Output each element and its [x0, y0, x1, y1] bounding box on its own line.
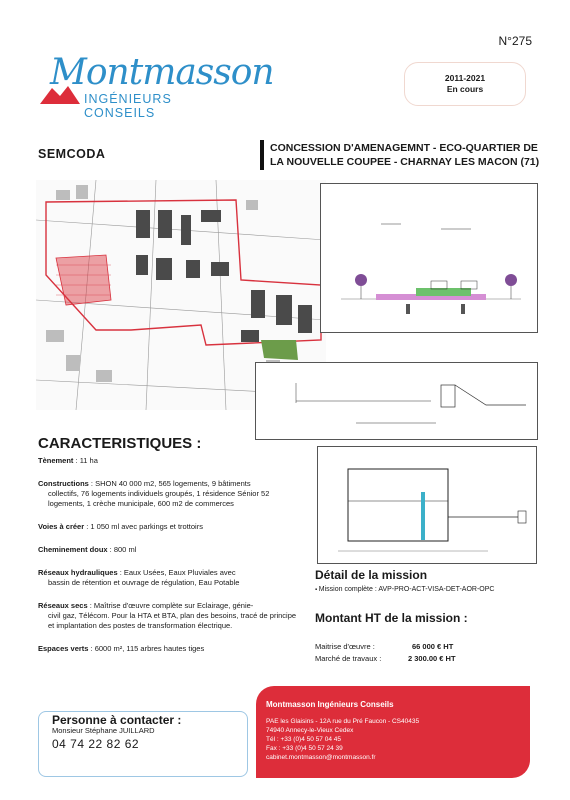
spec-item: Constructions : SHON 40 000 m2, 565 logements, 9 bâtiments collectifs, 76 logements individuels groupés, 1 résidence Sénior 52 logements, 1 crèche municipale, 600 m2 de commerces [38, 479, 270, 508]
logo-wordmark: Montmasson [50, 52, 274, 93]
period-years: 2011-2021 [444, 73, 486, 83]
fee-value: 2 300.00 € HT [408, 654, 456, 663]
characteristics-list [38, 456, 300, 667]
spec-item: Espaces verts : 6000 m², 115 arbres hautes tiges [38, 644, 205, 653]
company-tel[interactable]: Tél : +33 (0)4 50 57 04 45 [266, 736, 341, 743]
reference-number: N°275 [498, 34, 532, 48]
project-period [404, 62, 526, 106]
fee-label: Marché de travaux : [315, 654, 382, 663]
company-address: PAE les Glaisins - 12A rue du Pré Faucon - CS40435 [266, 718, 420, 725]
contact-heading: Personne à contacter : [52, 713, 182, 727]
spec-item: Voies à créer : 1 050 ml avec parkings et trottoirs [38, 522, 203, 531]
client-name: SEMCODA [38, 147, 106, 161]
company-email[interactable]: cabinet.montmasson@montmasson.fr [266, 754, 376, 761]
logo-subtitle: INGÉNIEURS CONSEILS [84, 92, 172, 120]
fee-label: Maitrise d'œuvre : [315, 642, 375, 651]
company-fax: Fax : +33 (0)4 50 57 24 39 [266, 745, 343, 752]
spec-item: Tènement : 11 ha [38, 456, 98, 465]
fee-value: 66 000 € HT [412, 642, 454, 651]
fee-heading: Montant HT de la mission : [315, 611, 468, 625]
project-title: CONCESSION D'AMENAGEMNT - ECO-QUARTIER DE LA NOUVELLE COUPEE - CHARNAY LES MACON (71) [270, 142, 540, 168]
company-info-box [256, 686, 530, 778]
mission-heading: Détail de la mission [315, 568, 428, 582]
bullet-icon: ▪ [315, 587, 319, 593]
contact-phone[interactable]: 04 74 22 82 62 [52, 737, 140, 751]
title-bar [260, 140, 264, 170]
contact-name: Monsieur Stéphane JUILLARD [52, 726, 155, 735]
road-cross-section-image [320, 183, 538, 333]
company-city: 74940 Annecy-le-Vieux Cedex [266, 727, 354, 734]
company-name: Montmasson Ingénieurs Conseils [266, 700, 394, 709]
longitudinal-section-image [255, 362, 538, 440]
spec-item: Réseaux secs : Maîtrise d'œuvre complète sur Eclairage, génie- civil gaz, Télécom. Pour la HTA et BTA, plan des besoins, tracé de principe et implantation des postes de transformation électrique. [38, 601, 297, 630]
characteristics-heading: CARACTERISTIQUES : [38, 435, 202, 452]
company-logo [40, 52, 274, 120]
spec-item: Cheminement doux : 800 ml [38, 545, 137, 554]
spec-item: Réseaux hydrauliques : Eaux Usées, Eaux Pluviales avec bassin de rétention et ouvrage de régulation, Eau Potable [38, 568, 240, 587]
basin-section-image [317, 446, 537, 564]
mission-detail: ▪ Mission complète : AVP-PRO-ACT-VISA-DET-AOR-OPC [315, 586, 495, 593]
period-status: En cours [446, 84, 484, 94]
